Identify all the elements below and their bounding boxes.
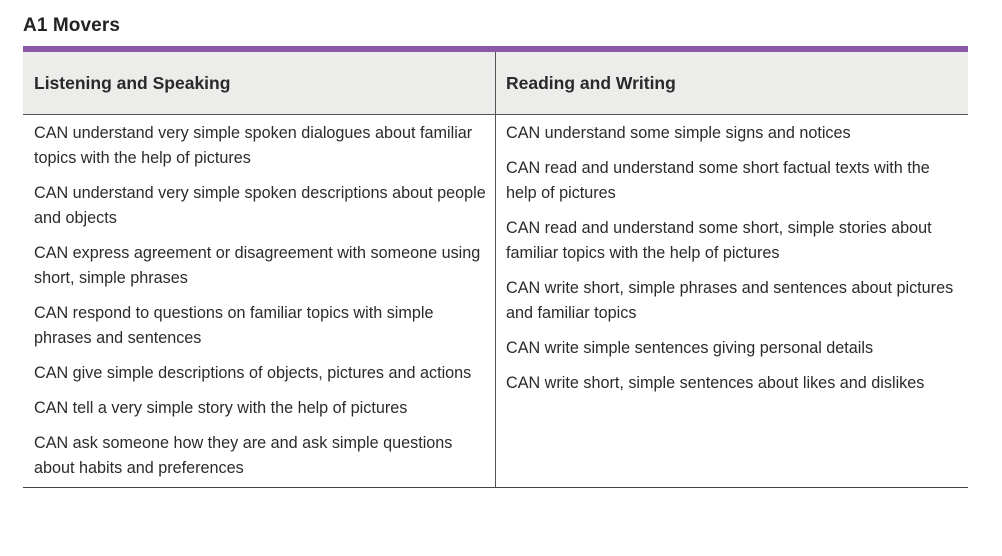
can-do-table	[23, 46, 968, 488]
list-item: CAN ask someone how they are and ask simple questions about habits and preferences	[34, 434, 453, 477]
list-item: CAN write short, simple sentences about likes and dislikes	[506, 374, 925, 392]
list-item: CAN express agreement or disagreement with someone using short, simple phrases	[34, 244, 481, 287]
list-item: CAN give simple descriptions of objects, pictures and actions	[34, 364, 472, 382]
column-divider	[495, 52, 496, 488]
page-title: A1 Movers	[23, 15, 120, 36]
list-item: CAN respond to questions on familiar topics with simple phrases and sentences	[34, 304, 434, 347]
reading-writing-column	[506, 121, 961, 406]
header-reading-writing: Reading and Writing	[506, 73, 676, 93]
list-item: CAN read and understand some short factual texts with the help of pictures	[506, 159, 930, 202]
list-item: CAN write short, simple phrases and sentences about pictures and familiar topics	[506, 279, 954, 322]
list-item: CAN read and understand some short, simple stories about familiar topics with the help of pictures	[506, 219, 932, 262]
list-item: CAN understand some simple signs and notices	[506, 124, 851, 142]
list-item: CAN tell a very simple story with the help of pictures	[34, 399, 408, 417]
list-item: CAN understand very simple spoken descriptions about people and objects	[34, 184, 486, 227]
list-item: CAN understand very simple spoken dialogues about familiar topics with the help of pictures	[34, 124, 473, 167]
header-listening-speaking: Listening and Speaking	[34, 73, 231, 93]
bottom-rule	[23, 487, 968, 488]
list-item: CAN write simple sentences giving personal details	[506, 339, 874, 357]
listening-speaking-column	[34, 121, 486, 491]
